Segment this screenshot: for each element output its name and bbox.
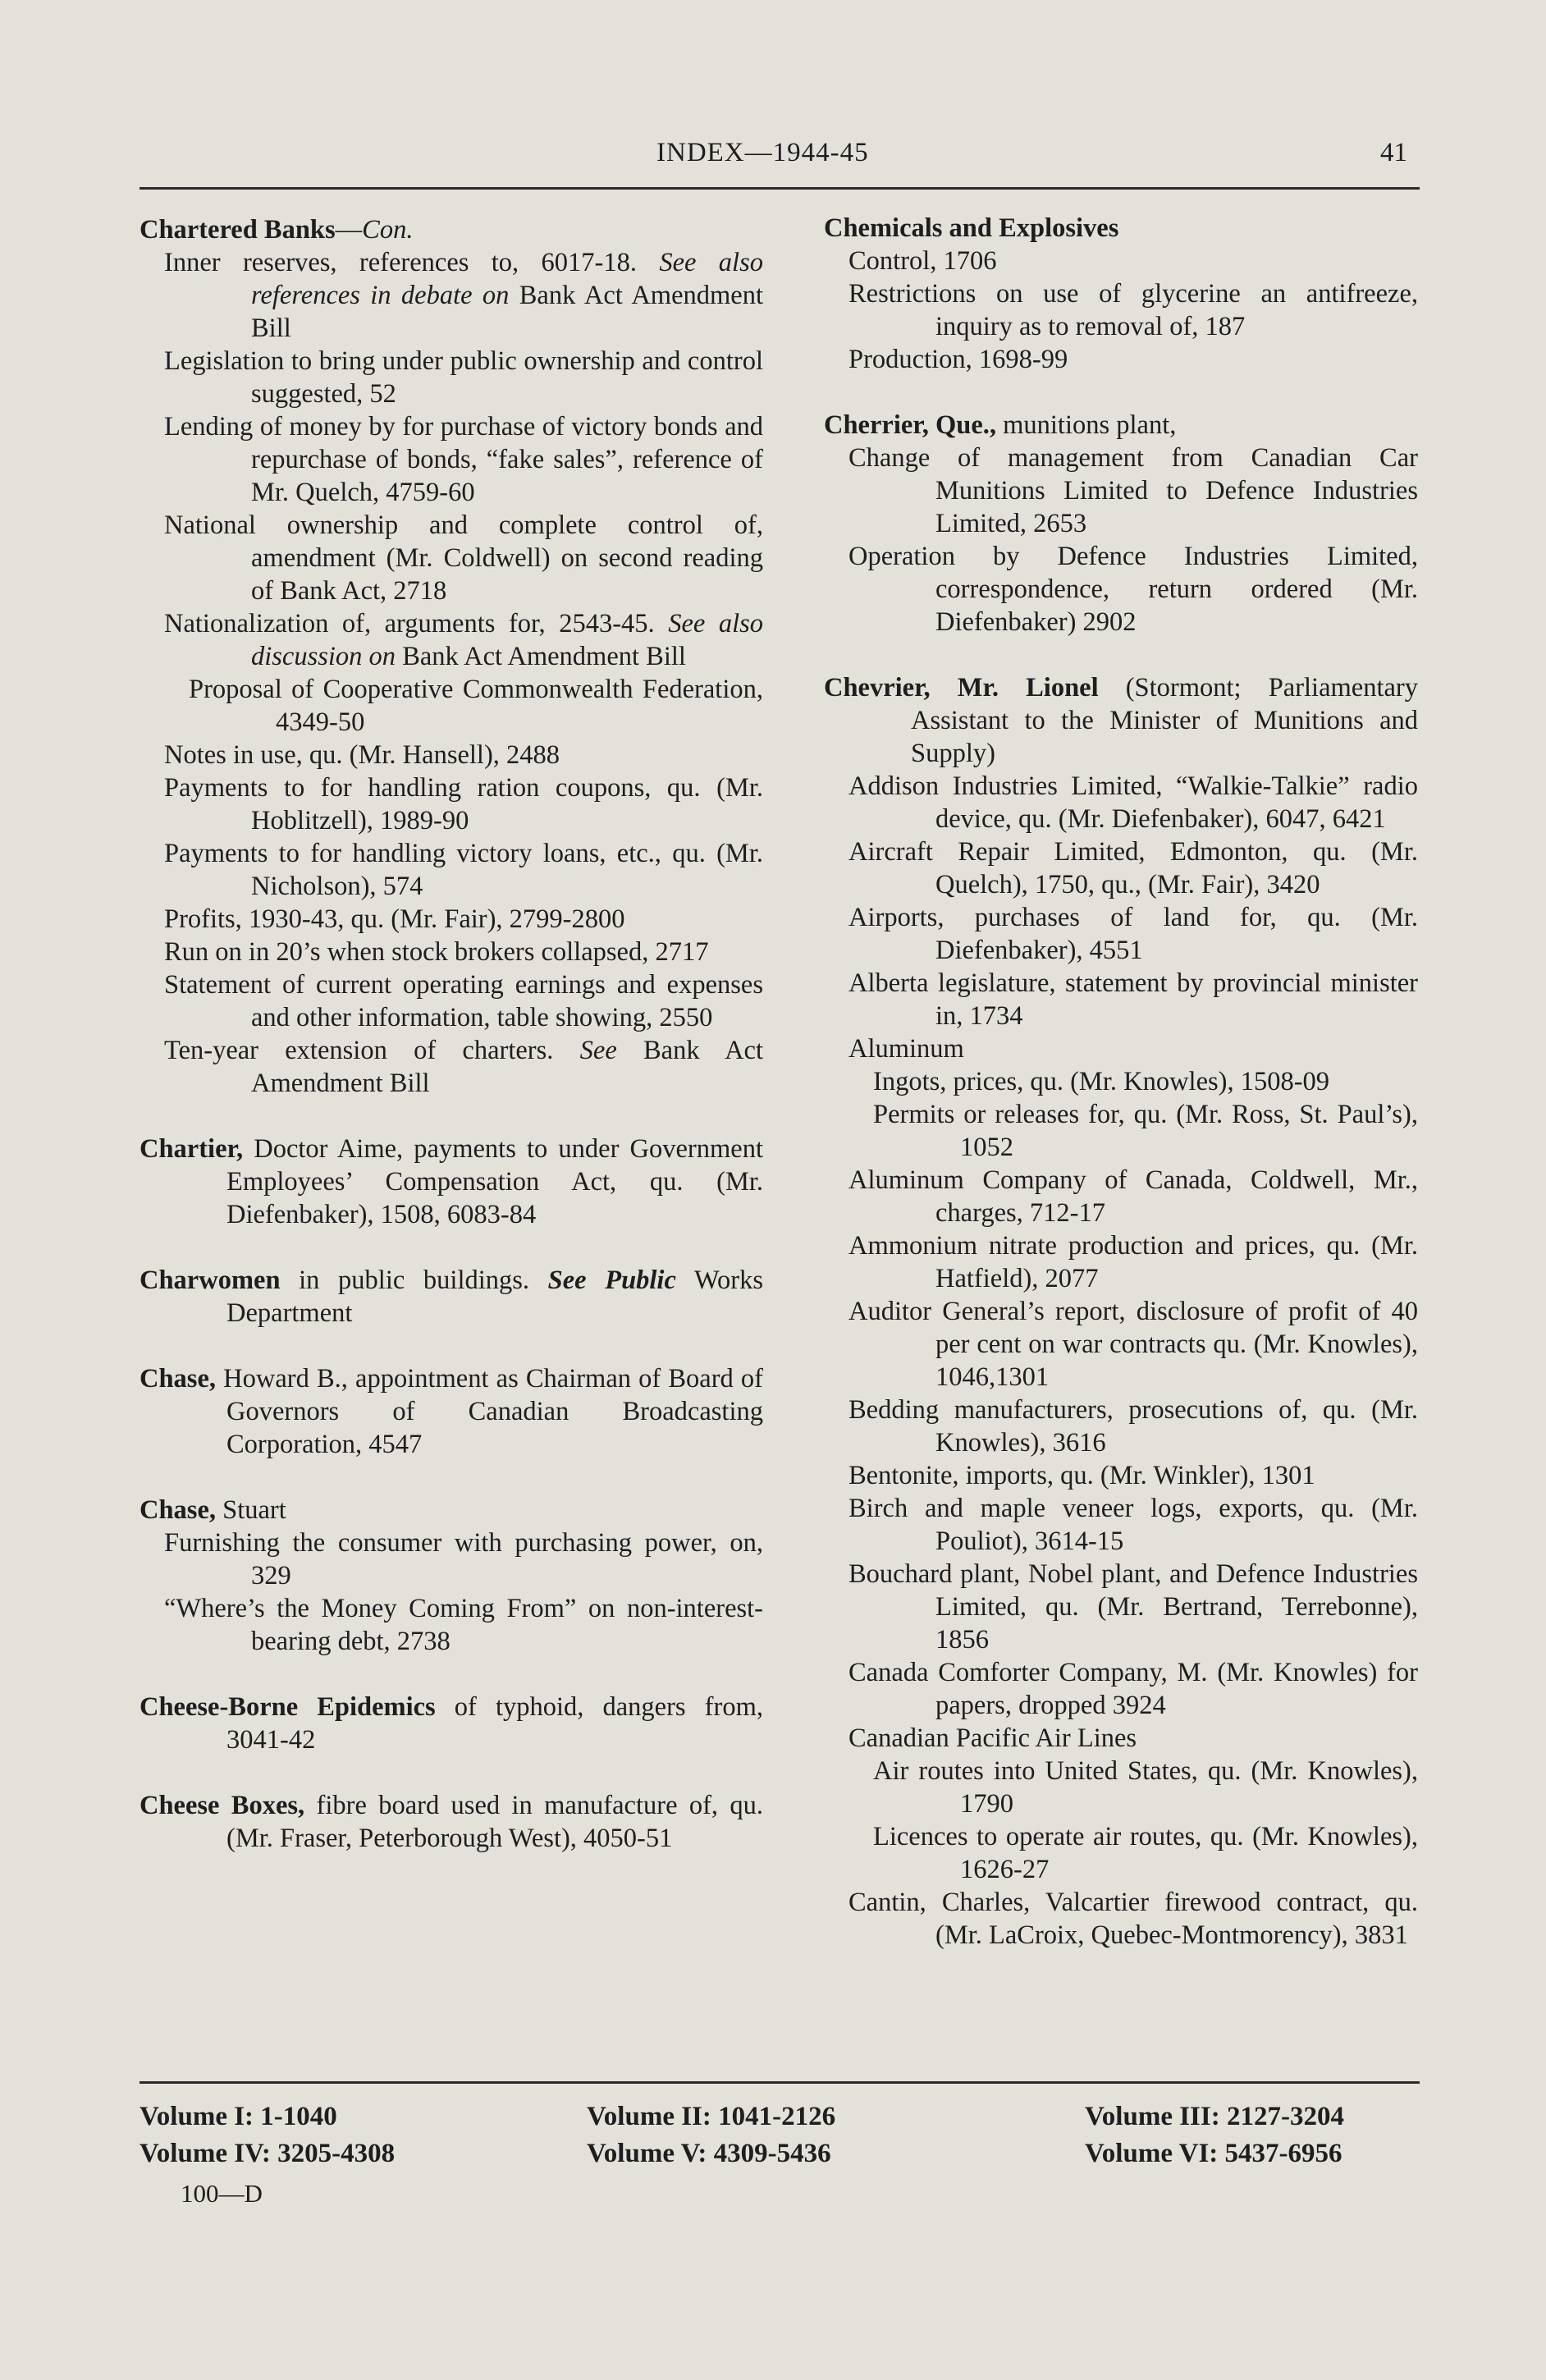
entry-text: Bedding manufacturers, prosecutions of, qu. (Mr. Knowles), 3616 — [848, 1395, 1418, 1458]
continued-marker: Con. — [362, 215, 414, 245]
heading-term: Cheese-Borne Epidemics — [140, 1692, 436, 1722]
entry-text: Bouchard plant, Nobel plant, and Defence Industries Limited, qu. (Mr. Bertrand, Terrebonne), 1856 — [848, 1559, 1418, 1655]
entry-text: Nationalization of, arguments for, 2543-45. — [164, 609, 669, 638]
index-subsubentry — [873, 1755, 1418, 1820]
heading-term: Chemicals and Explosives — [824, 213, 1119, 243]
heading-text: (Stormont; Parliamentary Assistant to the Minister of Munitions and Supply) — [911, 673, 1418, 768]
volume-range: Volume VI: 5437-6956 — [1085, 2139, 1342, 2168]
index-subsubentry — [189, 673, 763, 739]
heading-text: in public buildings. — [280, 1266, 548, 1295]
entry-text: Change of management from Canadian Car Munitions Limited to Defence Industries Limited, 2653 — [848, 443, 1418, 538]
entry-text: Air routes into United States, qu. (Mr. Knowles), 1790 — [873, 1756, 1418, 1819]
heading-term: Charwomen — [140, 1266, 281, 1295]
index-subentry — [848, 1459, 1418, 1492]
see-reference: See also discussion on — [251, 609, 763, 671]
volume-range: Volume V: 4309-5436 — [587, 2139, 831, 2168]
heading-text: Doctor Aime, payments to under Government Employees’ Compensation Act, qu. (Mr. Diefenbaker), 1508, 6083-84 — [226, 1134, 763, 1229]
volume-range: Volume I: 1-1040 — [140, 2102, 337, 2131]
entry-text: Canada Comforter Company, M. (Mr. Knowles) for papers, dropped 3924 — [848, 1658, 1418, 1720]
see-reference: See Public — [547, 1266, 676, 1295]
entry-text: Aluminum Company of Canada, Coldwell, Mr., charges, 712-17 — [848, 1165, 1418, 1228]
entry-text: Canadian Pacific Air Lines — [848, 1723, 1137, 1753]
index-subsubentry — [873, 1820, 1418, 1886]
footer-rule — [140, 2081, 1420, 2084]
entry-text: Bank Act Amendment Bill — [396, 642, 686, 671]
index-subentry — [848, 1394, 1418, 1459]
heading-term: Chevrier, Mr. Lionel — [824, 673, 1099, 703]
entry-text: Payments to for handling ration coupons, qu. (Mr. Hoblitzell), 1989-90 — [164, 773, 763, 835]
index-subentry — [848, 245, 1418, 277]
entry-text: Airports, purchases of land for, qu. (Mr. Diefenbaker), 4551 — [848, 903, 1418, 965]
heading-text: munitions plant, — [996, 410, 1177, 440]
index-subentry — [848, 901, 1418, 967]
entry-text: Furnishing the consumer with purchasing power, on, 329 — [164, 1528, 763, 1590]
heading-text: of typhoid, dangers from, 3041-42 — [226, 1692, 763, 1755]
index-heading-entry — [824, 409, 1418, 442]
heading-term: Chartier, — [140, 1134, 244, 1164]
entry-text: Addison Industries Limited, “Walkie-Talkie” radio device, qu. (Mr. Diefenbaker), 6047, 6421 — [848, 771, 1418, 834]
heading-text: fibre board used in manufacture of, qu. (Mr. Fraser, Peterborough West), 4050-51 — [226, 1791, 763, 1853]
index-subentry — [848, 967, 1418, 1032]
index-subentry — [164, 739, 763, 771]
index-subentry — [848, 1886, 1418, 1952]
page-number: 41 — [1380, 138, 1407, 167]
index-subentry — [164, 1034, 763, 1100]
index-subentry — [164, 837, 763, 903]
index-subentry — [848, 1722, 1418, 1755]
entry-text: Cantin, Charles, Valcartier firewood contract, qu. (Mr. LaCroix, Quebec-Montmorency), 3831 — [848, 1888, 1418, 1950]
index-heading-entry — [140, 1494, 763, 1526]
entry-text: Profits, 1930-43, qu. (Mr. Fair), 2799-2800 — [164, 904, 625, 934]
entry-text: Licences to operate air routes, qu. (Mr. Knowles), 1626-27 — [873, 1822, 1418, 1884]
index-subentry — [164, 246, 763, 345]
left-column — [140, 213, 763, 1855]
index-subentry — [164, 1592, 763, 1658]
right-column — [824, 212, 1418, 1952]
entry-text: Operation by Defence Industries Limited, correspondence, return ordered (Mr. Diefenbaker) 2902 — [848, 542, 1418, 637]
entry-text: Production, 1698-99 — [848, 345, 1068, 374]
index-subentry — [848, 1229, 1418, 1295]
running-head — [0, 138, 1546, 187]
index-heading-entry — [140, 213, 763, 246]
index-subentry — [848, 1164, 1418, 1229]
index-heading-entry — [140, 1789, 763, 1855]
see-reference: See also references in debate on — [251, 248, 763, 310]
entry-text: Payments to for handling victory loans, etc., qu. (Mr. Nicholson), 574 — [164, 839, 763, 901]
entry-text: Ingots, prices, qu. (Mr. Knowles), 1508-09 — [873, 1067, 1330, 1096]
index-subentry — [164, 903, 763, 936]
index-heading-entry — [140, 1133, 763, 1231]
index-subentry — [848, 540, 1418, 638]
heading-term: Cheese Boxes, — [140, 1791, 305, 1820]
index-subentry — [848, 277, 1418, 343]
index-subentry — [848, 442, 1418, 540]
index-subentry — [848, 1492, 1418, 1558]
index-subentry — [164, 345, 763, 410]
index-subentry — [848, 835, 1418, 901]
entry-text: Statement of current operating earnings and expenses and other information, table showing, 2550 — [164, 970, 763, 1032]
entry-text: Alberta legislature, statement by provincial minister in, 1734 — [848, 968, 1418, 1031]
index-heading-entry — [140, 1362, 763, 1461]
index-subsubentry — [873, 1065, 1418, 1098]
entry-text: Birch and maple veneer logs, exports, qu. (Mr. Pouliot), 3614-15 — [848, 1494, 1418, 1556]
heading-text: — — [335, 215, 363, 245]
entry-text: “Where’s the Money Coming From” on non-interest-bearing debt, 2738 — [164, 1594, 763, 1656]
index-subentry — [848, 343, 1418, 376]
see-reference: See — [579, 1036, 617, 1065]
entry-text: National ownership and complete control of, amendment (Mr. Coldwell) on second reading of Bank Act, 2718 — [164, 510, 763, 606]
entry-text: Run on in 20’s when stock brokers collapsed, 2717 — [164, 937, 709, 967]
entry-text: Aircraft Repair Limited, Edmonton, qu. (Mr. Quelch), 1750, qu., (Mr. Fair), 3420 — [848, 837, 1418, 899]
index-subentry — [848, 1295, 1418, 1394]
index-subentry — [164, 771, 763, 837]
entry-text: Proposal of Cooperative Commonwealth Federation, 4349-50 — [189, 675, 763, 737]
entry-text: Bank Act Amendment Bill — [251, 1036, 763, 1098]
entry-text: Inner reserves, references to, 6017-18. — [164, 248, 660, 277]
entry-text: Legislation to bring under public ownership and control suggested, 52 — [164, 346, 763, 409]
index-subentry — [164, 968, 763, 1034]
entry-text: Auditor General’s report, disclosure of profit of 40 per cent on war contracts qu. (Mr. Knowles), 1046,1301 — [848, 1297, 1418, 1392]
index-subentry — [164, 509, 763, 607]
heading-term: Chartered Banks — [140, 215, 336, 245]
volume-range: Volume IV: 3205-4308 — [140, 2139, 396, 2168]
heading-text: Stuart — [216, 1495, 286, 1525]
page-title: INDEX—1944-45 — [656, 138, 869, 167]
heading-term: Chase, — [140, 1495, 216, 1525]
volume-range: Volume III: 2127-3204 — [1085, 2102, 1344, 2131]
entry-text: Aluminum — [848, 1034, 964, 1064]
entry-text: Lending of money by for purchase of victory bonds and repurchase of bonds, “fake sales”, reference of Mr. Quelch, 4759-60 — [164, 412, 763, 507]
header-rule — [140, 187, 1420, 190]
entry-text: Notes in use, qu. (Mr. Hansell), 2488 — [164, 740, 560, 770]
index-subentry — [848, 1032, 1418, 1065]
heading-text: Howard B., appointment as Chairman of Board of Governors of Canadian Broadcasting Corporation, 4547 — [216, 1364, 763, 1459]
printer-signature: 100—D — [181, 2179, 263, 2208]
entry-text: Ammonium nitrate production and prices, qu. (Mr. Hatfield), 2077 — [848, 1231, 1418, 1293]
heading-text: Works Department — [226, 1266, 763, 1328]
volume-range: Volume II: 1041-2126 — [587, 2102, 836, 2131]
index-subentry — [848, 770, 1418, 835]
index-subentry — [164, 1526, 763, 1592]
heading-term: Chase, — [140, 1364, 216, 1394]
index-subentry — [848, 1656, 1418, 1722]
index-heading-entry — [140, 1264, 763, 1330]
entry-text: Restrictions on use of glycerine an antifreeze, inquiry as to removal of, 187 — [848, 279, 1418, 341]
entry-text: Permits or releases for, qu. (Mr. Ross, St. Paul’s), 1052 — [873, 1100, 1418, 1162]
entry-text: Ten-year extension of charters. — [164, 1036, 580, 1065]
index-subentry — [164, 607, 763, 673]
index-heading-entry — [824, 212, 1418, 245]
heading-term: Cherrier, Que., — [824, 410, 996, 440]
index-subentry — [848, 1558, 1418, 1656]
index-subentry — [164, 410, 763, 509]
index-subsubentry — [873, 1098, 1418, 1164]
index-heading-entry — [140, 1691, 763, 1756]
entry-text: Bentonite, imports, qu. (Mr. Winkler), 1301 — [848, 1461, 1315, 1490]
entry-text: Control, 1706 — [848, 246, 997, 276]
index-subentry — [164, 936, 763, 968]
index-heading-entry — [824, 671, 1418, 770]
entry-text: Bank Act Amendment Bill — [251, 281, 763, 343]
